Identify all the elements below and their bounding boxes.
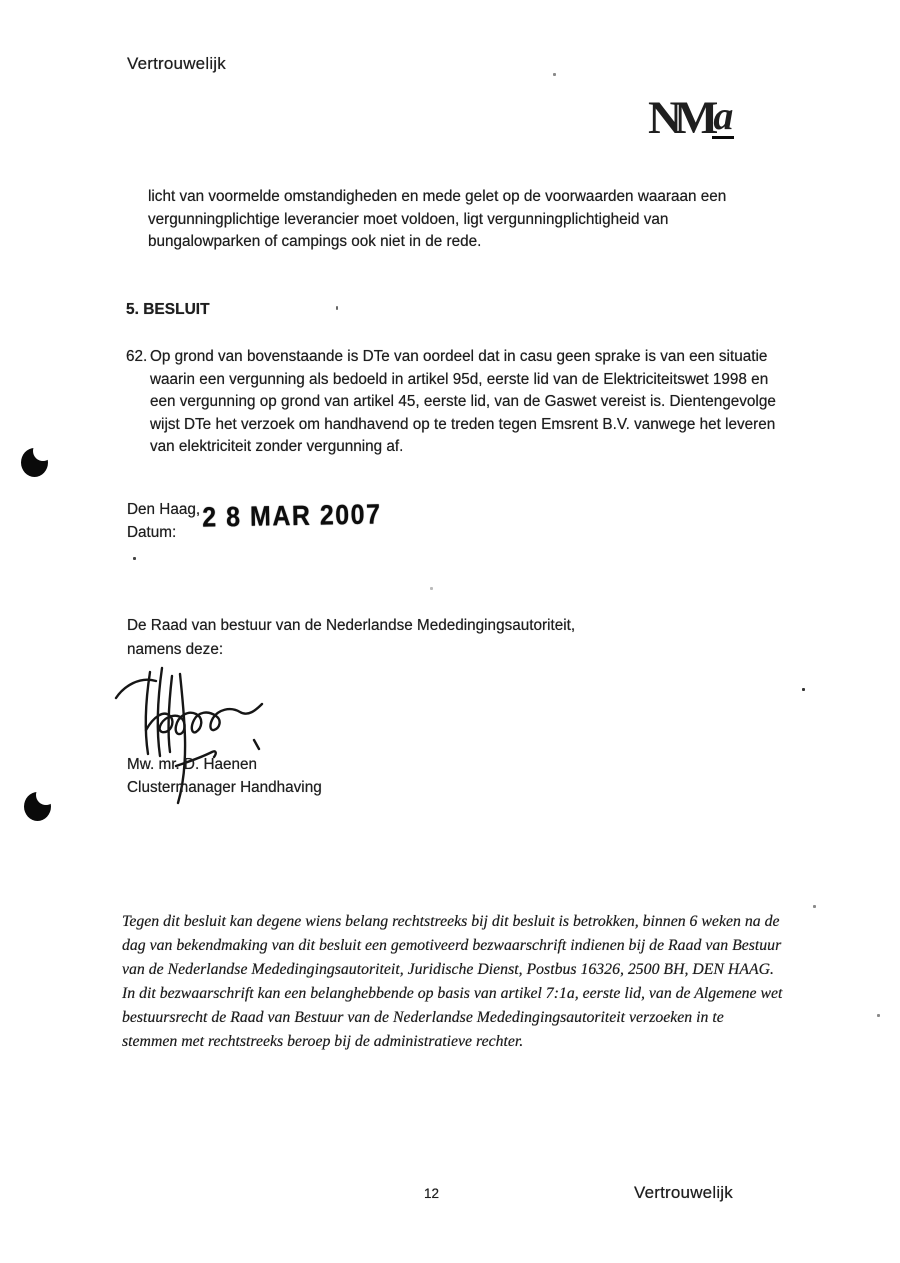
paragraph-62-line: een vergunning op grond van artikel 45, eerste lid, van de Gaswet vereist is. Dientengevolge [150,393,776,410]
place-date-block [127,499,200,544]
punch-hole-artifact [21,448,48,477]
paragraph-62-line: waarin een vergunning als bedoeld in artikel 95d, eerste lid van de Elektriciteitswet 1998 en [150,370,769,388]
legal-notice-line: stemmen met rechtstreeks beroep bij de administratieve rechter. [122,1033,524,1050]
scan-speck [430,587,433,590]
intro-line: licht van voormelde omstandigheden en mede gelet op de voorwaarden waaraan een [148,188,727,205]
board-statement-line: De Raad van bestuur van de Nederlandse Mededingingsautoriteit, [127,617,576,634]
signer-title: Clustermanager Handhaving [127,779,322,796]
page-number: 12 [424,1186,440,1201]
legal-notice-line: dag van bekendmaking van dit besluit een gemotiveerd bezwaarschrift indienen bij de Raad van Bestuur [122,937,782,954]
place-label: Den Haag, [127,501,201,518]
signer-name: Mw. mr. D. Haenen [127,756,258,773]
paragraph-62-line: van elektriciteit zonder vergunning af. [150,438,404,455]
nma-logo-nm-text: NM [648,92,711,144]
punch-hole-artifact [24,792,51,821]
board-statement [127,614,575,661]
paragraph-62-line: wijst DTe het verzoek om handhavend op te treden tegen Emsrent B.V. vanwege het leveren [150,415,776,433]
legal-notice-line: bestuursrecht de Raad van Bestuur van de Nederlandse Mededingingsautoriteit verzoeken in te [122,1009,724,1026]
paragraph-number: 62. [126,348,148,365]
legal-notice-line: Tegen dit besluit kan degene wiens belang rechtstreeks bij dit besluit is betrokken, binnen 6 weken na de [122,913,780,930]
board-statement-line: namens deze: [127,640,224,658]
intro-paragraph [148,186,726,254]
footer-classification-label: Vertrouwelijk [634,1183,733,1202]
scan-speck [802,688,805,691]
header-classification-label: Vertrouwelijk [127,54,226,73]
intro-line: bungalowparken of campings ook niet in de rede. [148,233,482,250]
legal-notice-line: van de Nederlandse Mededingingsautoriteit, Juridische Dienst, Postbus 16326, 2500 BH, DEN HAAG. [122,961,774,978]
intro-line: vergunningplichtige leverancier moet voldoen, ligt vergunningplichtigheid van [148,210,669,228]
paragraph-62-line: Op grond van bovenstaande is DTe van oordeel dat in casu geen sprake is van een situatie [150,348,768,365]
scan-speck [813,905,816,908]
scan-speck [553,73,556,76]
scan-speck [133,557,136,560]
nma-logo-a-text: a [713,93,734,138]
scan-speck [877,1014,880,1017]
date-stamp: 2 8 MAR 2007 [202,498,382,534]
section-heading: 5. BESLUIT [126,301,210,318]
paragraph-62 [150,346,776,459]
nma-logo [648,92,734,144]
date-label: Datum: [127,523,177,541]
legal-notice-line: In dit bezwaarschrift kan een belanghebbende op basis van artikel 7:1a, eerste lid, van de Algemene wet [122,985,783,1002]
legal-notice [122,910,782,1054]
scan-speck [336,306,338,310]
